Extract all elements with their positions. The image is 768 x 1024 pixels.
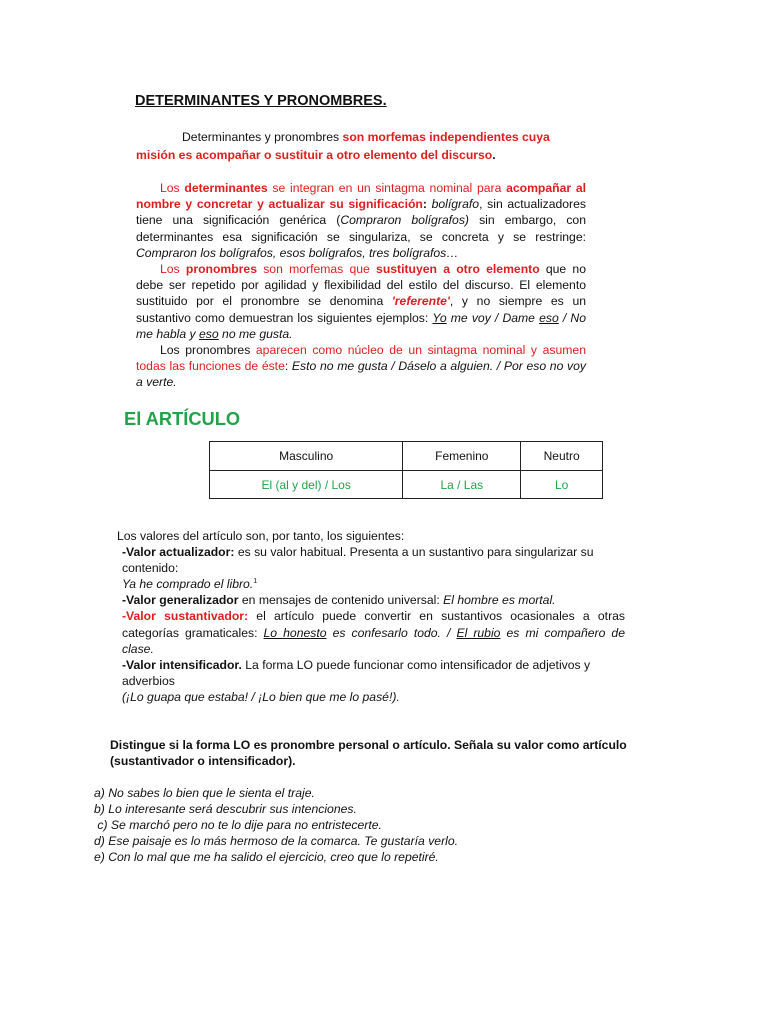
p3-s1: Los pronombres — [160, 343, 256, 358]
intro-period: . — [492, 148, 496, 162]
p1-s4: acompañar al nombre y concretar y actualizar su significación — [136, 181, 586, 212]
v2-label: -Valor generalizador — [122, 593, 239, 608]
cell-neutro: Lo — [521, 471, 603, 499]
list-item: c) Se marchó pero no te lo dije para no entristecerte. — [94, 818, 382, 833]
p3-s4: Esto no me gusta / Dáselo a alguien. / Por eso no voy a verte. — [136, 359, 587, 390]
p2-s9: me voy / Dame — [446, 310, 540, 325]
article-heading: El ARTÍCULO — [124, 408, 241, 429]
p1-s5: : — [422, 197, 432, 212]
footnote-marker: 1 — [253, 578, 258, 586]
v3-ex2: es confesarlo todo. / — [326, 625, 457, 640]
list-item: e) Con lo mal que me ha salido el ejercicio, creo que lo repetiré. — [94, 850, 439, 865]
header-femenino: Femenino — [403, 442, 521, 471]
value-generalizador — [117, 592, 625, 608]
v1-example: Ya he comprado el libro. — [122, 577, 254, 592]
v2-example: El hombre es mortal. — [443, 593, 556, 608]
v1-label: -Valor actualizador: — [122, 545, 235, 560]
p2-s2: pronombres — [185, 262, 257, 277]
p2-s12: eso — [199, 326, 219, 341]
article-table — [209, 441, 603, 499]
intro-highlight: son morfemas independientes cuya misión es acompañar o sustituir a otro elemento del discurso — [136, 130, 550, 162]
p1-s8: Compraron bolígrafos) — [340, 213, 469, 228]
table-row — [210, 471, 603, 499]
p1-s2: determinantes — [184, 181, 268, 195]
cell-masculino: El (al y del) / Los — [210, 471, 403, 499]
value-intensificador — [117, 657, 625, 689]
v3-ex1: Lo honesto — [263, 625, 327, 640]
determinantes-paragraph — [136, 180, 586, 261]
p3-s3: : — [284, 359, 292, 374]
p2-s10: eso — [539, 310, 559, 325]
v2-text: en mensajes de contenido universal: — [238, 593, 444, 608]
header-masculino: Masculino — [210, 442, 403, 471]
intro-text: Determinantes y pronombres — [182, 130, 343, 144]
main-body — [136, 180, 586, 391]
intro-paragraph — [136, 128, 588, 164]
v4-text: La forma LO puede funcionar como intensificador de adjetivos y adverbios — [122, 657, 591, 688]
article-values — [117, 528, 625, 705]
p2-s5: que no debe ser repetido por agilidad y flexibilidad del estilo del discurso. El elemento sustituido por el pronombre se denomina — [136, 262, 586, 309]
table-header-row — [210, 442, 603, 471]
p2-s13: no me gusta. — [218, 326, 293, 341]
p1-s7: , sin actualizadores tiene una significación genérica ( — [136, 197, 586, 228]
value-sustantivador — [117, 608, 625, 656]
p1-s6: bolígrafo — [431, 197, 480, 212]
list-item: d) Ese paisaje es lo más hermoso de la comarca. Te gustaría verlo. — [94, 834, 458, 849]
v4-example: (¡Lo guapa que estaba! / ¡Lo bien que me lo pasé!). — [122, 689, 400, 704]
v4-label: -Valor intensificador. — [122, 657, 242, 672]
p2-s6: 'referente' — [391, 294, 450, 309]
value-actualizador — [117, 544, 625, 576]
exercise-instruction: Distingue si la forma LO es pronombre personal o artículo. Señala su valor como artículo (sustantivador o intensificador). — [110, 738, 627, 768]
p2-s11: / No me habla y — [136, 310, 586, 341]
v3-ex4: es mi compañero de clase. — [122, 625, 625, 656]
pronombres-paragraph — [136, 261, 586, 342]
value-intensificador-example — [117, 689, 625, 705]
values-intro: Los valores del artículo son, por tanto, los siguientes: — [117, 529, 405, 543]
p1-s9: sin embargo, con determinantes esa significación se singulariza, se concreta y se restringe: — [136, 213, 586, 244]
p1-s10: Compraron los bolígrafos, esos bolígrafos, tres bolígrafos… — [136, 245, 459, 260]
p2-s8: Yo — [432, 310, 447, 325]
p2-s1: Los — [160, 262, 186, 277]
nucleo-paragraph — [136, 342, 586, 391]
p1-s1: Los — [160, 181, 185, 195]
v3-label: -Valor sustantivador: — [122, 609, 249, 624]
cell-femenino: La / Las — [403, 471, 521, 499]
p2-s7: , y no siempre es un sustantivo como demuestran los siguientes ejemplos: — [136, 294, 586, 325]
p3-s2: aparecen como núcleo de un sintagma nominal y asumen todas las funciones de éste — [136, 343, 586, 374]
p2-s4: sustituyen a otro elemento — [376, 262, 540, 277]
v1-text: es su valor habitual. Presenta a un sustantivo para singularizar su contenido: — [122, 545, 594, 576]
list-item: b) Lo interesante será descubrir sus intenciones. — [94, 802, 357, 817]
exercise-list — [94, 785, 654, 865]
p2-s3: son morfemas que — [256, 262, 377, 277]
p1-s3: se integran en un sintagma nominal para — [267, 181, 507, 195]
v3-text: el artículo puede convertir en sustantivos ocasionales a otras categorías gramaticales: — [122, 609, 625, 640]
v3-ex3: El rubio — [456, 625, 501, 640]
value-actualizador-example — [117, 576, 625, 592]
header-neutro: Neutro — [521, 442, 603, 471]
page-title: DETERMINANTES Y PRONOMBRES. — [135, 93, 387, 109]
list-item: a) No sabes lo bien que le sienta el traje. — [94, 786, 315, 800]
